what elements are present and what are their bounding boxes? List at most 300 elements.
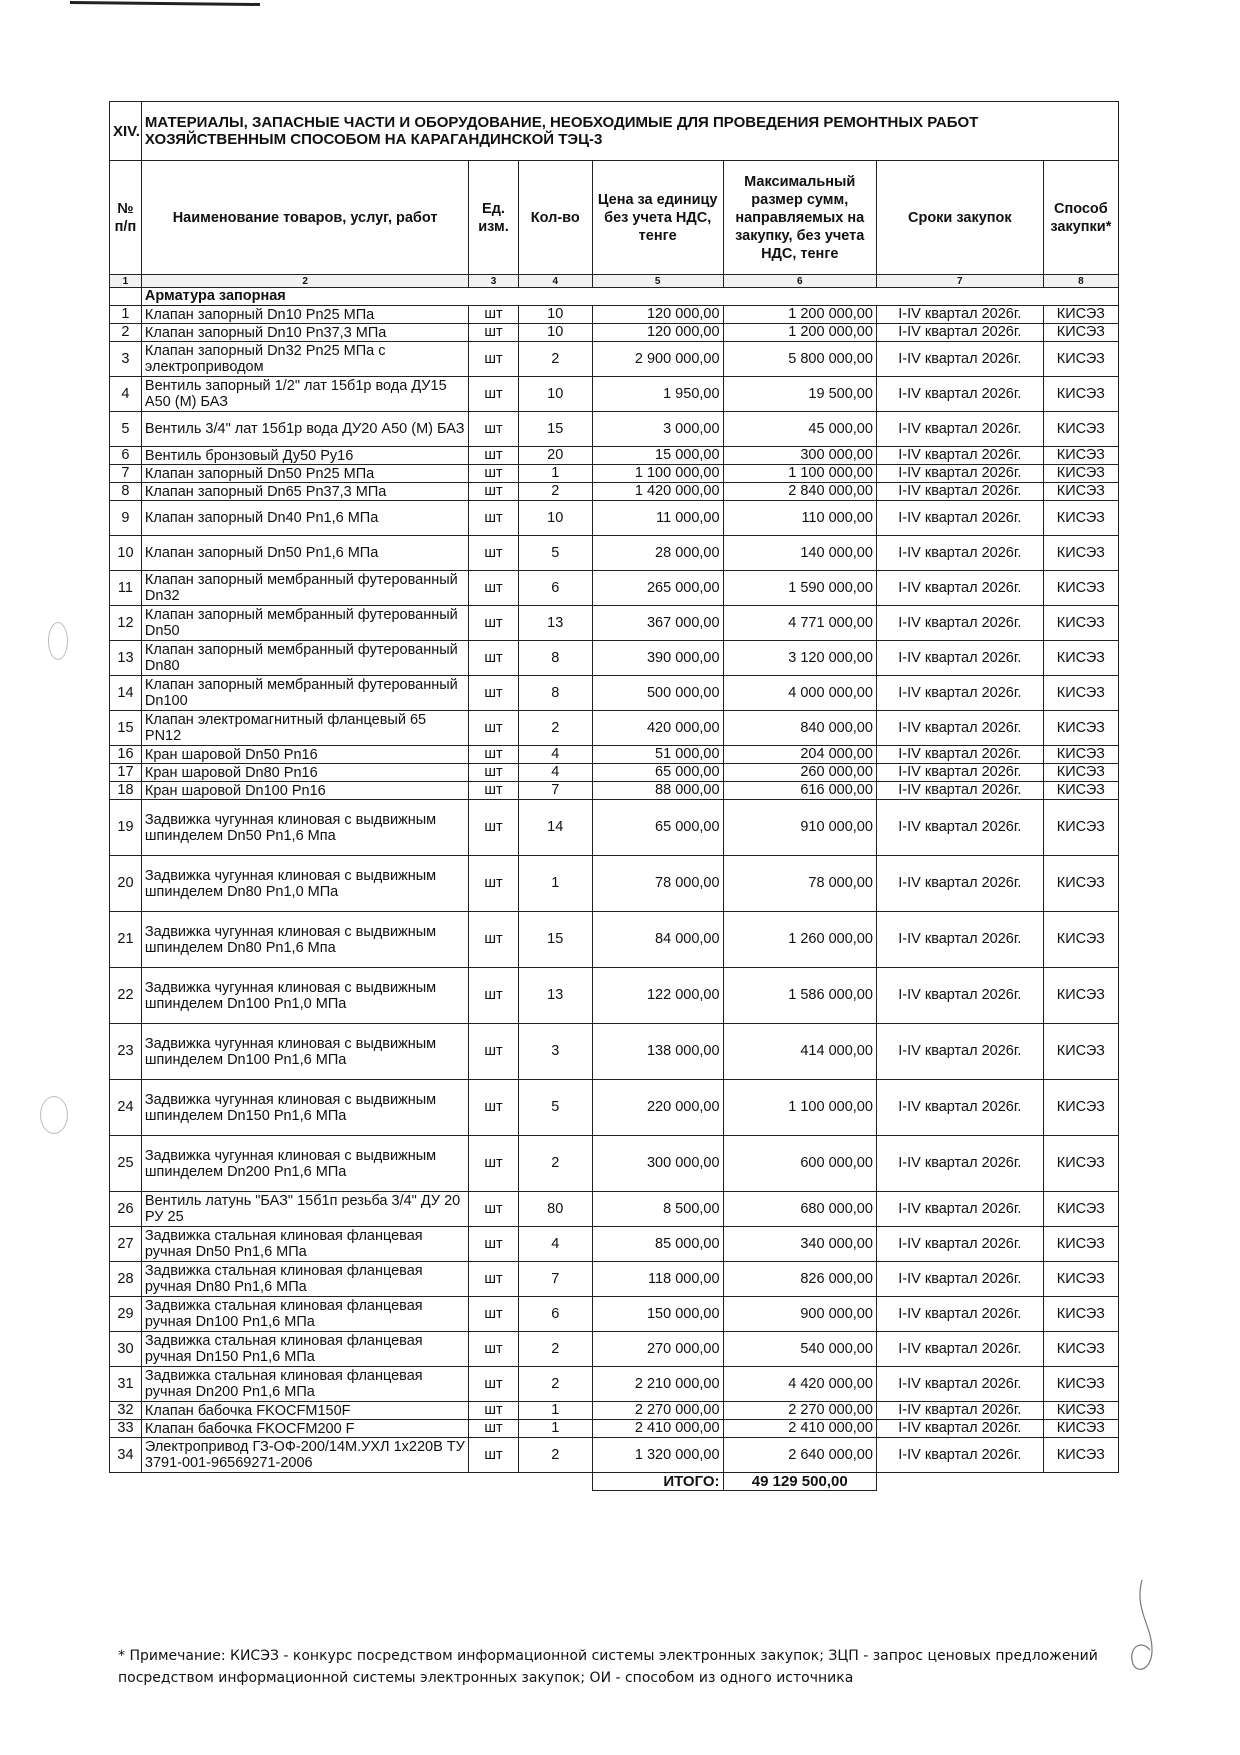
row-number: 8 (110, 483, 142, 501)
table-row (110, 856, 1119, 912)
unit: шт (469, 501, 518, 536)
procurement-method: КИСЭЗ (1043, 1024, 1118, 1080)
procurement-term: I-IV квартал 2026г. (876, 377, 1043, 412)
table-row (110, 676, 1119, 711)
procurement-method: КИСЭЗ (1043, 306, 1118, 324)
row-number: 34 (110, 1438, 142, 1473)
item-name: Вентиль бронзовый Ду50 Ру16 (141, 447, 468, 465)
procurement-term: I-IV квартал 2026г. (876, 711, 1043, 746)
table-row (110, 1332, 1119, 1367)
procurement-term: I-IV квартал 2026г. (876, 483, 1043, 501)
procurement-term: I-IV квартал 2026г. (876, 1192, 1043, 1227)
row-number: 31 (110, 1367, 142, 1402)
max-sum: 540 000,00 (723, 1332, 876, 1367)
max-sum: 19 500,00 (723, 377, 876, 412)
table-row (110, 306, 1119, 324)
quantity: 7 (518, 782, 592, 800)
procurement-method: КИСЭЗ (1043, 324, 1118, 342)
table-row (110, 412, 1119, 447)
procurement-method: КИСЭЗ (1043, 447, 1118, 465)
max-sum: 1 260 000,00 (723, 912, 876, 968)
unit-price: 2 900 000,00 (592, 342, 723, 377)
item-name: Кран шаровой Dn100 Pn16 (141, 782, 468, 800)
procurement-term: I-IV квартал 2026г. (876, 306, 1043, 324)
unit-price: 270 000,00 (592, 1332, 723, 1367)
max-sum: 414 000,00 (723, 1024, 876, 1080)
column-index: 7 (876, 275, 1043, 288)
unit: шт (469, 1297, 518, 1332)
procurement-method: КИСЭЗ (1043, 676, 1118, 711)
max-sum: 2 410 000,00 (723, 1420, 876, 1438)
max-sum: 5 800 000,00 (723, 342, 876, 377)
item-name: Клапан запорный мембранный футерованный Dn100 (141, 676, 468, 711)
item-name: Вентиль 3/4" лат 15б1р вода ДУ20 А50 (М) БАЗ (141, 412, 468, 447)
header-name: Наименование товаров, услуг, работ (141, 161, 468, 275)
procurement-term: I-IV квартал 2026г. (876, 1136, 1043, 1192)
quantity: 2 (518, 1332, 592, 1367)
unit: шт (469, 324, 518, 342)
procurement-method: КИСЭЗ (1043, 1402, 1118, 1420)
unit: шт (469, 342, 518, 377)
table-row (110, 1367, 1119, 1402)
row-number: 9 (110, 501, 142, 536)
row-number: 4 (110, 377, 142, 412)
quantity: 15 (518, 912, 592, 968)
unit: шт (469, 676, 518, 711)
quantity: 13 (518, 968, 592, 1024)
item-name: Клапан запорный Dn40 Pn1,6 МПа (141, 501, 468, 536)
group-title: Арматура запорная (141, 288, 1118, 306)
unit-price: 122 000,00 (592, 968, 723, 1024)
quantity: 15 (518, 412, 592, 447)
procurement-term: I-IV квартал 2026г. (876, 764, 1043, 782)
procurement-term: I-IV квартал 2026г. (876, 1438, 1043, 1473)
max-sum: 3 120 000,00 (723, 641, 876, 676)
procurement-term: I-IV квартал 2026г. (876, 856, 1043, 912)
procurement-method: КИСЭЗ (1043, 1136, 1118, 1192)
quantity: 80 (518, 1192, 592, 1227)
footnote: * Примечание: КИСЭЗ - конкурс посредством информационной системы электронных закупок; ЗЦП - запрос ценовых предложений посредством информационной системы электронных закупок; ОИ - способом из одного источника (118, 1648, 1098, 1686)
procurement-method: КИСЭЗ (1043, 412, 1118, 447)
column-index: 6 (723, 275, 876, 288)
quantity: 2 (518, 1367, 592, 1402)
unit-price: 1 950,00 (592, 377, 723, 412)
table-row (110, 1402, 1119, 1420)
quantity: 5 (518, 1080, 592, 1136)
unit-price: 300 000,00 (592, 1136, 723, 1192)
item-name: Клапан запорный мембранный футерованный Dn80 (141, 641, 468, 676)
max-sum: 826 000,00 (723, 1262, 876, 1297)
row-number: 2 (110, 324, 142, 342)
procurement-term: I-IV квартал 2026г. (876, 968, 1043, 1024)
quantity: 2 (518, 483, 592, 501)
procurement-term: I-IV квартал 2026г. (876, 912, 1043, 968)
unit: шт (469, 641, 518, 676)
table-row (110, 641, 1119, 676)
unit: шт (469, 377, 518, 412)
procurement-method: КИСЭЗ (1043, 501, 1118, 536)
table-row (110, 782, 1119, 800)
row-number: 5 (110, 412, 142, 447)
unit: шт (469, 711, 518, 746)
row-number: 13 (110, 641, 142, 676)
item-name: Задвижка чугунная клиновая с выдвижным шпинделем Dn80 Pn1,0 МПа (141, 856, 468, 912)
quantity: 14 (518, 800, 592, 856)
unit: шт (469, 1420, 518, 1438)
quantity: 20 (518, 447, 592, 465)
column-index: 4 (518, 275, 592, 288)
procurement-table (109, 101, 1119, 1491)
section-title: МАТЕРИАЛЫ, ЗАПАСНЫЕ ЧАСТИ И ОБОРУДОВАНИЕ, НЕОБХОДИМЫЕ ДЛЯ ПРОВЕДЕНИЯ РЕМОНТНЫХ РАБОТ ХОЗЯЙСТВЕННЫМ СПОСОБОМ НА КАРАГАНДИНСКОЙ ТЭЦ-3 (141, 102, 1118, 161)
procurement-term: I-IV квартал 2026г. (876, 1402, 1043, 1420)
column-index: 5 (592, 275, 723, 288)
unit: шт (469, 1136, 518, 1192)
total-label: ИТОГО: (592, 1473, 723, 1491)
row-number: 14 (110, 676, 142, 711)
item-name: Задвижка стальная клиновая фланцевая ручная Dn150 Pn1,6 МПа (141, 1332, 468, 1367)
table-row (110, 711, 1119, 746)
item-name: Кран шаровой Dn80 Pn16 (141, 764, 468, 782)
procurement-method: КИСЭЗ (1043, 1192, 1118, 1227)
unit-price: 28 000,00 (592, 536, 723, 571)
unit: шт (469, 483, 518, 501)
unit: шт (469, 1402, 518, 1420)
row-number: 26 (110, 1192, 142, 1227)
item-name: Электропривод ГЗ-ОФ-200/14М.УХЛ 1х220В ТУ 3791-001-96569271-2006 (141, 1438, 468, 1473)
procurement-term: I-IV квартал 2026г. (876, 800, 1043, 856)
procurement-method: КИСЭЗ (1043, 606, 1118, 641)
table-row (110, 465, 1119, 483)
header-method: Способ закупки* (1043, 161, 1118, 275)
max-sum: 1 100 000,00 (723, 1080, 876, 1136)
row-number: 15 (110, 711, 142, 746)
quantity: 4 (518, 1227, 592, 1262)
unit: шт (469, 1192, 518, 1227)
section-title-row (110, 102, 1119, 161)
table-row (110, 1420, 1119, 1438)
item-name: Задвижка стальная клиновая фланцевая ручная Dn80 Pn1,6 МПа (141, 1262, 468, 1297)
quantity: 10 (518, 306, 592, 324)
item-name: Задвижка стальная клиновая фланцевая ручная Dn50 Pn1,6 МПа (141, 1227, 468, 1262)
row-number: 32 (110, 1402, 142, 1420)
procurement-method: КИСЭЗ (1043, 1080, 1118, 1136)
quantity: 2 (518, 1136, 592, 1192)
procurement-method: КИСЭЗ (1043, 856, 1118, 912)
max-sum: 1 200 000,00 (723, 324, 876, 342)
header-num: № п/п (110, 161, 142, 275)
scan-edge-mark (70, 1, 260, 6)
unit: шт (469, 447, 518, 465)
table-row (110, 447, 1119, 465)
quantity: 10 (518, 324, 592, 342)
quantity: 3 (518, 1024, 592, 1080)
table-row (110, 1297, 1119, 1332)
header-max-sum: Максимальный размер сумм, направляемых на закупку, без учета НДС, тенге (723, 161, 876, 275)
table-row (110, 1192, 1119, 1227)
unit: шт (469, 800, 518, 856)
procurement-method: КИСЭЗ (1043, 1262, 1118, 1297)
table-row (110, 1438, 1119, 1473)
table-row (110, 342, 1119, 377)
procurement-term: I-IV квартал 2026г. (876, 1332, 1043, 1367)
max-sum: 340 000,00 (723, 1227, 876, 1262)
unit-price: 150 000,00 (592, 1297, 723, 1332)
table-row (110, 968, 1119, 1024)
procurement-method: КИСЭЗ (1043, 1297, 1118, 1332)
unit-price: 138 000,00 (592, 1024, 723, 1080)
quantity: 1 (518, 465, 592, 483)
unit: шт (469, 465, 518, 483)
row-number: 10 (110, 536, 142, 571)
procurement-term: I-IV квартал 2026г. (876, 465, 1043, 483)
item-name: Клапан электромагнитный фланцевый 65 PN12 (141, 711, 468, 746)
procurement-term: I-IV квартал 2026г. (876, 447, 1043, 465)
procurement-term: I-IV квартал 2026г. (876, 1262, 1043, 1297)
unit-price: 1 320 000,00 (592, 1438, 723, 1473)
quantity: 1 (518, 1420, 592, 1438)
item-name: Задвижка чугунная клиновая с выдвижным шпинделем Dn150 Pn1,6 МПа (141, 1080, 468, 1136)
procurement-method: КИСЭЗ (1043, 1227, 1118, 1262)
item-name: Клапан бабочка FKOCFM150F (141, 1402, 468, 1420)
max-sum: 900 000,00 (723, 1297, 876, 1332)
max-sum: 910 000,00 (723, 800, 876, 856)
unit-price: 390 000,00 (592, 641, 723, 676)
unit-price: 2 210 000,00 (592, 1367, 723, 1402)
quantity: 4 (518, 764, 592, 782)
table-row (110, 483, 1119, 501)
unit: шт (469, 1332, 518, 1367)
procurement-method: КИСЭЗ (1043, 641, 1118, 676)
max-sum: 300 000,00 (723, 447, 876, 465)
max-sum: 616 000,00 (723, 782, 876, 800)
procurement-term: I-IV квартал 2026г. (876, 1420, 1043, 1438)
procurement-term: I-IV квартал 2026г. (876, 606, 1043, 641)
procurement-term: I-IV квартал 2026г. (876, 746, 1043, 764)
row-number: 18 (110, 782, 142, 800)
quantity: 2 (518, 1438, 592, 1473)
unit: шт (469, 571, 518, 606)
table-row (110, 1262, 1119, 1297)
max-sum: 2 840 000,00 (723, 483, 876, 501)
procurement-term: I-IV квартал 2026г. (876, 412, 1043, 447)
procurement-term: I-IV квартал 2026г. (876, 324, 1043, 342)
column-index-row (110, 275, 1119, 288)
unit-price: 118 000,00 (592, 1262, 723, 1297)
unit: шт (469, 764, 518, 782)
procurement-term: I-IV квартал 2026г. (876, 342, 1043, 377)
unit-price: 85 000,00 (592, 1227, 723, 1262)
section-number: XIV. (110, 102, 142, 161)
table-row (110, 324, 1119, 342)
row-number: 27 (110, 1227, 142, 1262)
quantity: 5 (518, 536, 592, 571)
procurement-method: КИСЭЗ (1043, 1367, 1118, 1402)
unit-price: 2 270 000,00 (592, 1402, 723, 1420)
unit-price: 2 410 000,00 (592, 1420, 723, 1438)
quantity: 10 (518, 501, 592, 536)
item-name: Вентиль запорный 1/2" лат 15б1р вода ДУ15 А50 (М) БАЗ (141, 377, 468, 412)
procurement-term: I-IV квартал 2026г. (876, 571, 1043, 606)
signature-mark (1112, 1580, 1162, 1690)
item-name: Клапан бабочка FKOCFM200 F (141, 1420, 468, 1438)
row-number: 24 (110, 1080, 142, 1136)
header-unit: Ед. изм. (469, 161, 518, 275)
procurement-method: КИСЭЗ (1043, 1332, 1118, 1367)
row-number: 3 (110, 342, 142, 377)
column-index: 8 (1043, 275, 1118, 288)
procurement-method: КИСЭЗ (1043, 483, 1118, 501)
procurement-method: КИСЭЗ (1043, 1420, 1118, 1438)
unit: шт (469, 856, 518, 912)
total-row (110, 1473, 1119, 1491)
max-sum: 4 420 000,00 (723, 1367, 876, 1402)
row-number: 6 (110, 447, 142, 465)
table-row (110, 800, 1119, 856)
max-sum: 110 000,00 (723, 501, 876, 536)
unit: шт (469, 412, 518, 447)
procurement-method: КИСЭЗ (1043, 912, 1118, 968)
unit-price: 120 000,00 (592, 324, 723, 342)
table-row (110, 606, 1119, 641)
group-row (110, 288, 1119, 306)
row-number: 1 (110, 306, 142, 324)
max-sum: 260 000,00 (723, 764, 876, 782)
procurement-method: КИСЭЗ (1043, 764, 1118, 782)
column-index: 2 (141, 275, 468, 288)
unit-price: 1 420 000,00 (592, 483, 723, 501)
unit: шт (469, 968, 518, 1024)
row-number: 21 (110, 912, 142, 968)
unit-price: 88 000,00 (592, 782, 723, 800)
item-name: Клапан запорный Dn32 Pn25 МПа с электроприводом (141, 342, 468, 377)
procurement-term: I-IV квартал 2026г. (876, 676, 1043, 711)
quantity: 6 (518, 1297, 592, 1332)
unit: шт (469, 306, 518, 324)
item-name: Задвижка стальная клиновая фланцевая ручная Dn100 Pn1,6 МПа (141, 1297, 468, 1332)
item-name: Задвижка стальная клиновая фланцевая ручная Dn200 Pn1,6 МПа (141, 1367, 468, 1402)
item-name: Клапан запорный Dn50 Pn1,6 МПа (141, 536, 468, 571)
row-number: 17 (110, 764, 142, 782)
unit: шт (469, 1227, 518, 1262)
header-price: Цена за единицу без учета НДС, тенге (592, 161, 723, 275)
row-number: 11 (110, 571, 142, 606)
quantity: 2 (518, 711, 592, 746)
max-sum: 2 270 000,00 (723, 1402, 876, 1420)
table-row (110, 501, 1119, 536)
row-number: 29 (110, 1297, 142, 1332)
quantity: 8 (518, 641, 592, 676)
unit-price: 65 000,00 (592, 800, 723, 856)
max-sum: 1 586 000,00 (723, 968, 876, 1024)
unit-price: 420 000,00 (592, 711, 723, 746)
column-index: 3 (469, 275, 518, 288)
unit: шт (469, 536, 518, 571)
procurement-method: КИСЭЗ (1043, 377, 1118, 412)
table-row (110, 764, 1119, 782)
procurement-method: КИСЭЗ (1043, 782, 1118, 800)
unit-price: 367 000,00 (592, 606, 723, 641)
punch-hole-mark (48, 622, 68, 660)
item-name: Клапан запорный Dn10 Pn25 МПа (141, 306, 468, 324)
procurement-term: I-IV квартал 2026г. (876, 1367, 1043, 1402)
row-number: 22 (110, 968, 142, 1024)
procurement-method: КИСЭЗ (1043, 536, 1118, 571)
table-row (110, 1227, 1119, 1262)
max-sum: 1 100 000,00 (723, 465, 876, 483)
unit: шт (469, 606, 518, 641)
item-name: Задвижка чугунная клиновая с выдвижным шпинделем Dn80 Pn1,6 Мпа (141, 912, 468, 968)
row-number: 16 (110, 746, 142, 764)
item-name: Задвижка чугунная клиновая с выдвижным шпинделем Dn100 Pn1,0 МПа (141, 968, 468, 1024)
procurement-term: I-IV квартал 2026г. (876, 641, 1043, 676)
table-row (110, 536, 1119, 571)
row-number: 19 (110, 800, 142, 856)
unit: шт (469, 1262, 518, 1297)
row-number: 23 (110, 1024, 142, 1080)
row-number: 20 (110, 856, 142, 912)
quantity: 1 (518, 856, 592, 912)
item-name: Клапан запорный мембранный футерованный Dn32 (141, 571, 468, 606)
max-sum: 140 000,00 (723, 536, 876, 571)
procurement-term: I-IV квартал 2026г. (876, 1080, 1043, 1136)
unit-price: 1 100 000,00 (592, 465, 723, 483)
quantity: 6 (518, 571, 592, 606)
item-name: Задвижка чугунная клиновая с выдвижным шпинделем Dn200 Pn1,6 МПа (141, 1136, 468, 1192)
quantity: 7 (518, 1262, 592, 1297)
max-sum: 45 000,00 (723, 412, 876, 447)
procurement-method: КИСЭЗ (1043, 342, 1118, 377)
row-number: 25 (110, 1136, 142, 1192)
max-sum: 78 000,00 (723, 856, 876, 912)
total-value: 49 129 500,00 (723, 1473, 876, 1491)
item-name: Клапан запорный мембранный футерованный Dn50 (141, 606, 468, 641)
unit: шт (469, 912, 518, 968)
quantity: 1 (518, 1402, 592, 1420)
item-name: Клапан запорный Dn50 Pn25 МПа (141, 465, 468, 483)
column-index: 1 (110, 275, 142, 288)
max-sum: 600 000,00 (723, 1136, 876, 1192)
unit-price: 84 000,00 (592, 912, 723, 968)
procurement-method: КИСЭЗ (1043, 711, 1118, 746)
unit-price: 500 000,00 (592, 676, 723, 711)
procurement-method: КИСЭЗ (1043, 746, 1118, 764)
unit-price: 11 000,00 (592, 501, 723, 536)
table-row (110, 377, 1119, 412)
row-number: 33 (110, 1420, 142, 1438)
max-sum: 4 000 000,00 (723, 676, 876, 711)
max-sum: 680 000,00 (723, 1192, 876, 1227)
unit-price: 15 000,00 (592, 447, 723, 465)
procurement-term: I-IV квартал 2026г. (876, 1024, 1043, 1080)
procurement-method: КИСЭЗ (1043, 571, 1118, 606)
max-sum: 840 000,00 (723, 711, 876, 746)
unit: шт (469, 1438, 518, 1473)
unit: шт (469, 782, 518, 800)
quantity: 13 (518, 606, 592, 641)
header-row (110, 161, 1119, 275)
row-number: 28 (110, 1262, 142, 1297)
procurement-method: КИСЭЗ (1043, 465, 1118, 483)
quantity: 2 (518, 342, 592, 377)
unit-price: 65 000,00 (592, 764, 723, 782)
procurement-term: I-IV квартал 2026г. (876, 1227, 1043, 1262)
item-name: Кран шаровой Dn50 Pn16 (141, 746, 468, 764)
quantity: 10 (518, 377, 592, 412)
procurement-method: КИСЭЗ (1043, 968, 1118, 1024)
unit: шт (469, 1080, 518, 1136)
unit-price: 8 500,00 (592, 1192, 723, 1227)
procurement-term: I-IV квартал 2026г. (876, 501, 1043, 536)
